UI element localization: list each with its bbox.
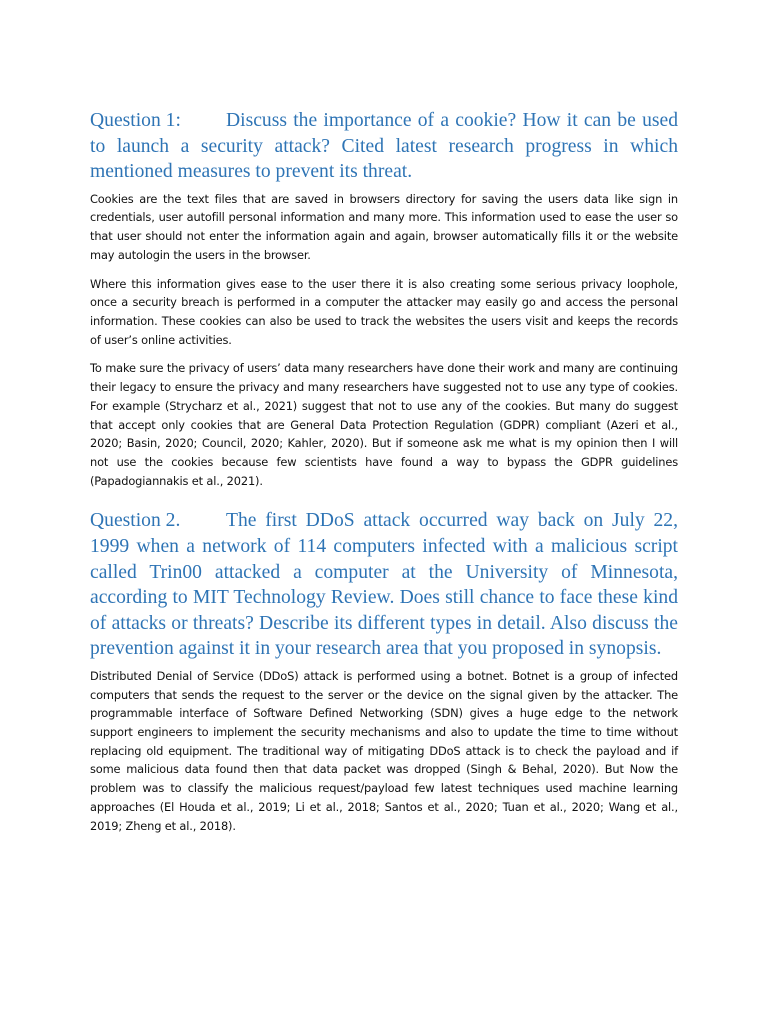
question-1-heading: [90, 108, 678, 185]
question-1-label: Question 1:: [90, 110, 181, 131]
answer-2-paragraph-1: Distributed Denial of Service (DDoS) attack is performed using a botnet. Botnet is a group of infected computers that sends the request to the server or the device on the signal given by the attacker. The programmable interface of Software Defined Networking (SDN) gives a huge edge to the network support engineers to implement the security mechanisms and also to update the time to time without replacing old equipment. The traditional way of mitigating DDoS attack is to check the payload and if some malicious data found then that data packet was dropped (Singh & Behal, 2020). But Now the problem was to classify the malicious request/payload few latest techniques used machine learning approaches (El Houda et al., 2019; Li et al., 2018; Santos et al., 2020; Tuan et al., 2020; Wang et al., 2019; Zheng et al., 2018).: [90, 668, 678, 833]
answer-1-paragraph-1: Cookies are the text files that are saved in browsers directory for saving the users data like sign in credentials, user autofill personal information and many more. This information used to ease the user so that user should not enter the information again and again, browser automatically fills it or the website may autologin the users in the browser.: [90, 191, 678, 262]
question-2-text: The first DDoS attack occurred way back on July 22, 1999 when a network of 114 computers infected with a malicious script called Trin00 attacked a computer at the University of Minnesota, according to MIT Technology Review. Does still chance to face these kind of attacks or threats? Describe its different types in detail. Also discuss the prevention against it in your research area that you proposed in synopsis.: [90, 510, 678, 660]
answer-1-paragraph-3: To make sure the privacy of users’ data many researchers have done their work and many are continuing their legacy to ensure the privacy and many researchers have suggested not to use any type of cookies. For example (Strycharz et al., 2021) suggest that not to use any of the cookies. But many do suggest that accept only cookies that are General Data Protection Regulation (GDPR) compliant (Azeri et al., 2020; Basin, 2020; Council, 2020; Kahler, 2020). But if someone ask me what is my opinion then I will not use the cookies because few scientists have found a way to bypass the GDPR guidelines (Papadogiannakis et al., 2021).: [90, 361, 678, 488]
document-page: [90, 108, 678, 845]
question-2-label: Question 2.: [90, 510, 181, 532]
answer-1-paragraph-2: Where this information gives ease to the user there it is also creating some serious privacy loophole, once a security breach is performed in a computer the attacker may easily go and access the personal information. These cookies can also be used to track the websites the users visit and keeps the records of user’s online activities.: [90, 276, 678, 347]
question-1-text: Discuss the importance of a cookie? How it can be used to launch a security attack? Cited latest research progress in which mentioned measures to prevent its threat.: [90, 110, 678, 183]
question-2-heading: [90, 508, 678, 662]
